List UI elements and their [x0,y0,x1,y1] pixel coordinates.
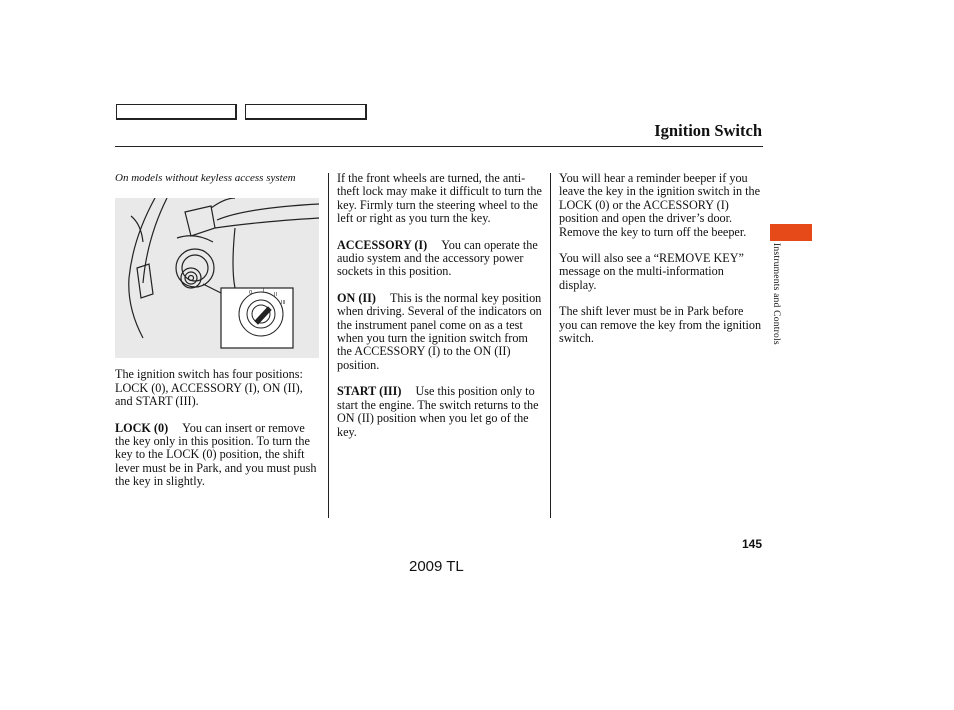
nav-box-1[interactable] [116,104,237,120]
svg-text:II: II [274,292,277,299]
svg-text:0: 0 [249,290,253,297]
column-divider-2 [550,173,551,518]
lock-description: You can insert or remove the key only in this position. To turn the key to the LOCK (0) position, the shift lever must be in Park, and you must push the key in slightly. [115,420,317,489]
column-1 [115,172,320,502]
start-description: Use this position only to start the engine. The switch returns to the ON (II) position when you let go of the key. [337,384,539,439]
anti-theft-paragraph: If the front wheels are turned, the anti-theft lock may make it difficult to turn the key. Firmly turn the steering wheel to the left or right as you turn the key. [337,171,542,226]
ignition-switch-drawing [115,198,319,358]
lock-term: LOCK (0) [115,420,169,435]
start-paragraph [337,385,542,439]
accessory-paragraph [337,239,542,279]
column-divider-1 [328,173,329,518]
section-tab[interactable] [770,224,812,241]
section-label: Instruments and Controls [771,243,782,345]
column-3 [559,172,763,358]
intro-paragraph: The ignition switch has four positions: LOCK (0), ACCESSORY (I), ON (II), and START (III). [115,367,303,409]
figure-caption: On models without keyless access system [115,172,296,184]
ignition-switch-illustration [115,198,319,358]
on-description: This is the normal key position when driving. Several of the indicators on the instrument panel come on as a test when you turn the ignition switch from the ACCESSORY (I) to the ON (II) position. [337,290,542,372]
header-rule [115,146,763,147]
accessory-description: You can operate the audio system and the accessory power sockets in this position. [337,237,538,279]
start-term: START (III) [337,384,402,399]
accessory-term: ACCESSORY (I) [337,237,428,252]
nav-box-2[interactable] [245,104,367,120]
page-number: 145 [741,537,762,551]
beeper-paragraph: You will hear a reminder beeper if you leave the key in the ignition switch in the LOCK (0) or the ACCESSORY (I) position and open the driver’s door. Remove the key to turn off the beeper. [559,171,761,239]
remove-key-paragraph: You will also see a “REMOVE KEY” message on the multi-information display. [559,251,744,292]
on-term: ON (II) [337,290,376,305]
svg-text:I: I [263,288,265,295]
shift-lever-paragraph: The shift lever must be in Park before you can remove the key from the ignition switch. [559,304,762,346]
on-paragraph [337,292,542,372]
column-2 [337,172,542,452]
svg-text:III: III [281,300,286,307]
page-title: Ignition Switch [654,121,762,140]
footer-model: 2009 TL [409,558,464,575]
lock-paragraph [115,422,320,489]
